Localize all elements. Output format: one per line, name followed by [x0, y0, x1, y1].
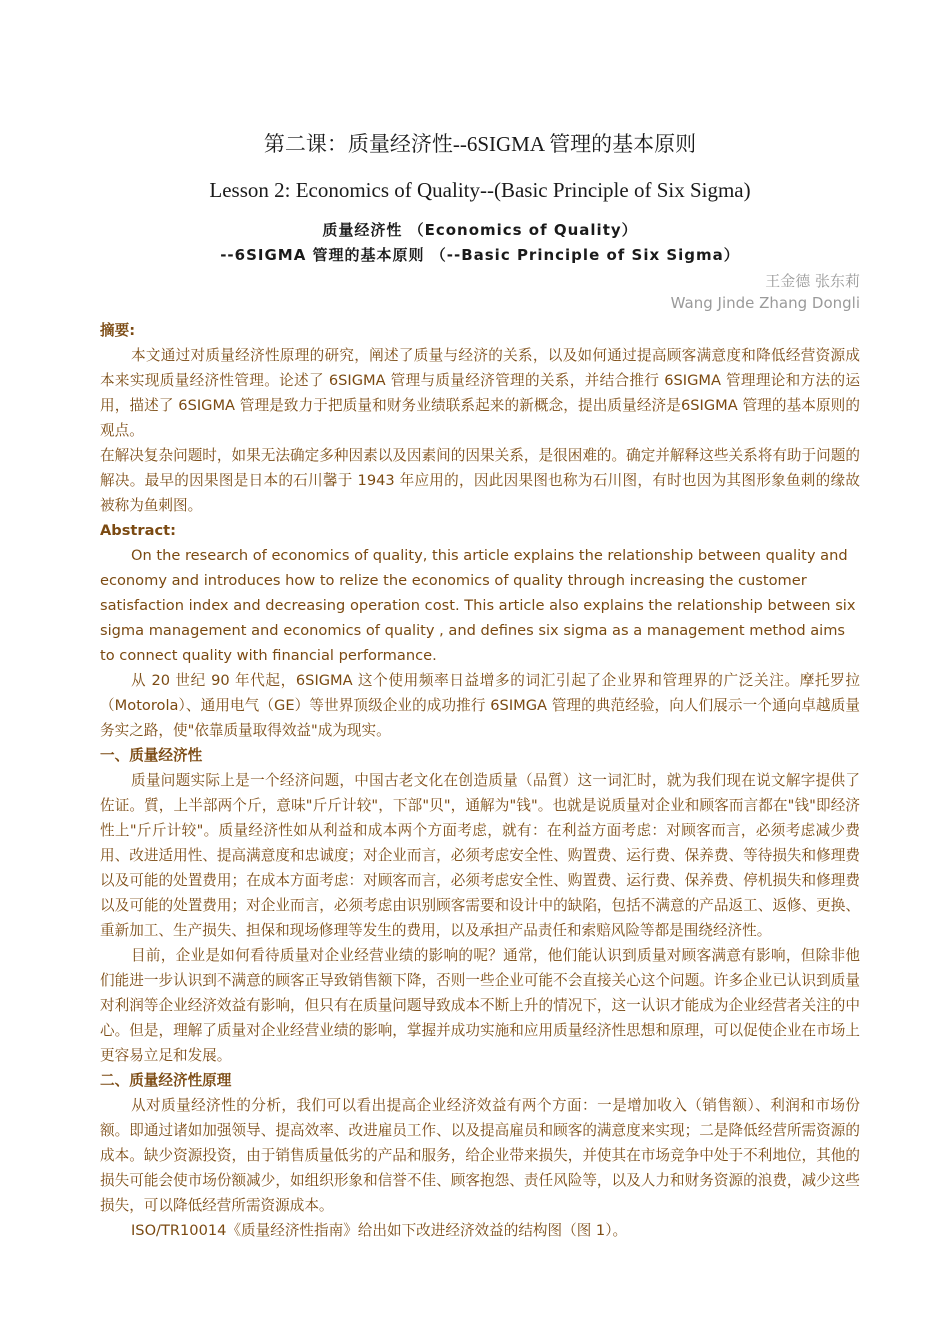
abstract-en-heading: Abstract:: [100, 522, 176, 539]
section-2-paragraph-2: ISO/TR10014《质量经济性指南》给出如下改进经济效益的结构图（图 1）。: [131, 1222, 628, 1239]
authors-english: Wang Jinde Zhang Dongli: [670, 294, 860, 312]
section-1-paragraph-2: 目前，企业是如何看待质量对企业经营业绩的影响的呢？通常，他们能认识到质量对顾客满意有影响，但除非他们能进一步认识到不满意的顾客正导致销售额下降，否则一些企业可能不会直接关心这个问题。许多企业已认识到质量对利润等企业经济效益有影响，但只有在质量问题导致成本不断上升的情况下，这一认识才能成为企业经营者关注的中心。但是，理解了质量对企业经营业绩的影响，掌握并成功实施和应用质量经济性思想和原理，可以促使企业在市场上更容易立足和发展。: [100, 947, 860, 1064]
abstract-cn-heading: 摘要:: [100, 322, 136, 339]
document-title-chinese: 第二课：质量经济性--6SIGMA 管理的基本原则: [263, 132, 697, 156]
abstract-cn-paragraph: 本文通过对质量经济性原理的研究，阐述了质量与经济的关系，以及如何通过提高顾客满意度和降低经营资源成本来实现质量经济性管理。论述了 6SIGMA 管理与质量经济管理的关系，并结合推行 6SIGMA 管理理论和方法的运用，描述了 6SIGMA 管理是致力于把质量和财务业绩联系起来的新概念，提出质量经济是6SIGMA 管理的基本原则的观点。: [100, 347, 860, 439]
subtitle-economics-of-quality: 质量经济性 （Economics of Quality）: [322, 221, 638, 239]
section-2-heading: 二、质量经济性原理: [100, 1072, 232, 1089]
subtitle-basic-principle: --6SIGMA 管理的基本原则 （--Basic Principle of Six Sigma）: [220, 246, 740, 264]
authors-chinese: 王金德 张东莉: [765, 272, 860, 290]
section-2-paragraph-1: 从对质量经济性的分析，我们可以看出提高企业经济效益有两个方面：一是增加收入（销售额）、利润和市场份额。即通过诸如加强领导、提高效率、改进雇员工作、以及提高雇员和顾客的满意度来实现；二是降低经营所需资源的成本。缺少资源投资，由于销售质量低劣的产品和服务，给企业带来损失，并使其在市场竞争中处于不利地位，其他的损失可能会使市场份额减少，如组织形象和信誉不佳、顾客抱怨、责任风险等，以及人力和财务资源的浪费，减少这些损失，可以降低经营所需资源成本。: [100, 1097, 860, 1214]
document-body: [100, 318, 860, 1243]
section-1-paragraph-1: 质量问题实际上是一个经济问题，中国古老文化在创造质量（品質）这一词汇时，就为我们现在说文解字提供了佐证。質，上半部两个斤，意味"斤斤计较"，下部"贝"，通解为"钱"。也就是说质量对企业和顾客而言都在"钱"即经济性上"斤斤计较"。质量经济性如从利益和成本两个方面考虑，就有：在利益方面考虑：对顾客而言，必须考虑减少费用、改进适用性、提高满意度和忠诚度；对企业而言，必须考虑安全性、购置费、运行费、保养费、等待损失和修理费以及可能的处置费用；在成本方面考虑：对顾客而言，必须考虑安全性、购置费、运行费、保养费、停机损失和修理费以及可能的处置费用；对企业而言，必须考虑由识别顾客需要和设计中的缺陷，包括不满意的产品返工、返修、更换、重新加工、生产损失、担保和现场修理等发生的费用，以及承担产品责任和索赔风险等都是围绕经济性。: [100, 772, 860, 939]
abstract-cn-paragraph-2: 在解决复杂问题时，如果无法确定多种因素以及因素间的因果关系，是很困难的。确定并解释这些关系将有助于问题的解决。最早的因果图是日本的石川馨于 1943 年应用的，因此因果图也称为石川图，有时也因为其图形象鱼刺的缘故被称为鱼刺图。: [100, 447, 860, 514]
section-1-heading: 一、质量经济性: [100, 747, 203, 764]
intro-paragraph: 从 20 世纪 90 年代起，6SIGMA 这个使用频率日益增多的词汇引起了企业界和管理界的广泛关注。摩托罗拉（Motorola）、通用电气（GE）等世界顶级企业的成功推行 6SIMGA 管理的典范经验，向人们展示一个通向卓越质量务实之路，使"依靠质量取得效益"成为现实。: [100, 672, 860, 739]
document-title-english: Lesson 2: Economics of Quality--(Basic Principle of Six Sigma): [209, 178, 751, 202]
abstract-en-paragraph: On the research of economics of quality, this article explains the relationship between quality and economy and introduces how to relize the economics of quality through increasing the customer satisfaction index and decreasing operation cost. This article also explains the relationship between six sigma management and economics of quality , and defines six sigma as a management method aims to connect quality with financial performance.: [100, 547, 856, 664]
